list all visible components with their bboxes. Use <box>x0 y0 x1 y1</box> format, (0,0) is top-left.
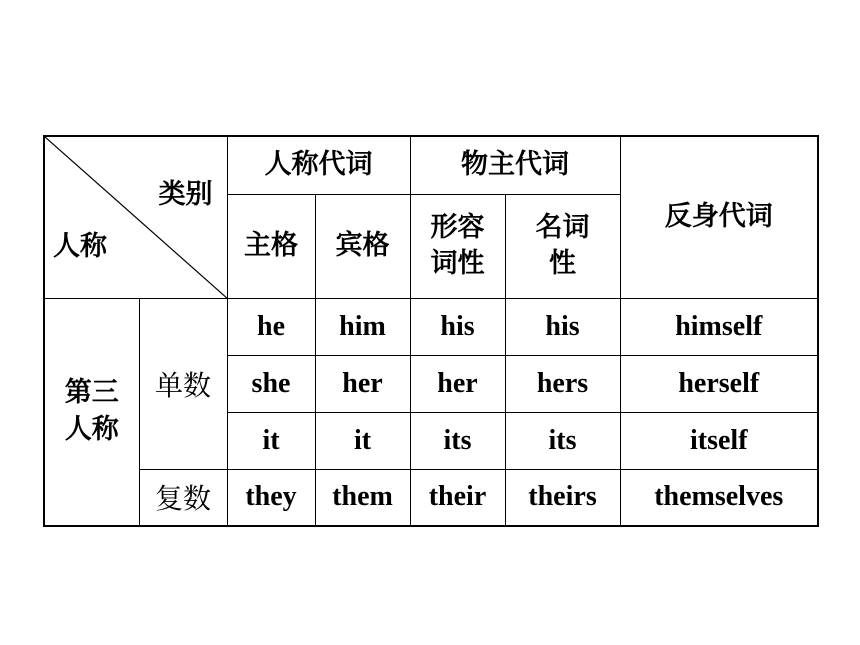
plural-label: 复数 <box>139 469 227 526</box>
nominal-line1: 名词 <box>535 211 590 243</box>
table-row <box>44 469 818 526</box>
adjectival-cell: his <box>410 298 505 355</box>
reflexive-pronoun-header: 反身代词 <box>620 136 818 298</box>
third-person-label <box>44 298 139 526</box>
corner-header-cell <box>44 136 227 298</box>
reflexive-cell: itself <box>620 412 818 469</box>
subjective-cell: they <box>227 469 315 526</box>
personal-pronoun-header: 人称代词 <box>227 136 410 194</box>
nominal-cell: its <box>505 412 620 469</box>
nominal-cell: his <box>505 298 620 355</box>
adjectival-cell: their <box>410 469 505 526</box>
possessive-pronoun-header: 物主代词 <box>410 136 620 194</box>
subjective-cell: she <box>227 355 315 412</box>
subjective-case-header: 主格 <box>227 194 315 298</box>
singular-label: 单数 <box>139 298 227 469</box>
objective-cell: it <box>315 412 410 469</box>
diagonal-divider <box>45 137 227 298</box>
subjective-cell: it <box>227 412 315 469</box>
objective-cell: them <box>315 469 410 526</box>
third-person-line1: 第三 <box>64 377 119 409</box>
nominal-cell: theirs <box>505 469 620 526</box>
corner-person-label: 人称 <box>53 231 107 262</box>
corner-category-label: 类别 <box>158 179 213 210</box>
nominal-possessive-header <box>505 194 620 298</box>
reflexive-cell: herself <box>620 355 818 412</box>
adjectival-possessive-header <box>410 194 505 298</box>
nominal-cell: hers <box>505 355 620 412</box>
reflexive-cell: themselves <box>620 469 818 526</box>
reflexive-cell: himself <box>620 298 818 355</box>
pronoun-table <box>43 135 819 527</box>
objective-cell: her <box>315 355 410 412</box>
table-row <box>44 298 818 355</box>
adjectival-cell: her <box>410 355 505 412</box>
objective-case-header: 宾格 <box>315 194 410 298</box>
adjectival-line2: 词性 <box>430 248 485 279</box>
objective-cell: him <box>315 298 410 355</box>
subjective-cell: he <box>227 298 315 355</box>
adjectival-line1: 形容 <box>430 211 485 243</box>
adjectival-cell: its <box>410 412 505 469</box>
nominal-line2: 性 <box>549 248 576 279</box>
third-person-line2: 人称 <box>64 413 119 445</box>
